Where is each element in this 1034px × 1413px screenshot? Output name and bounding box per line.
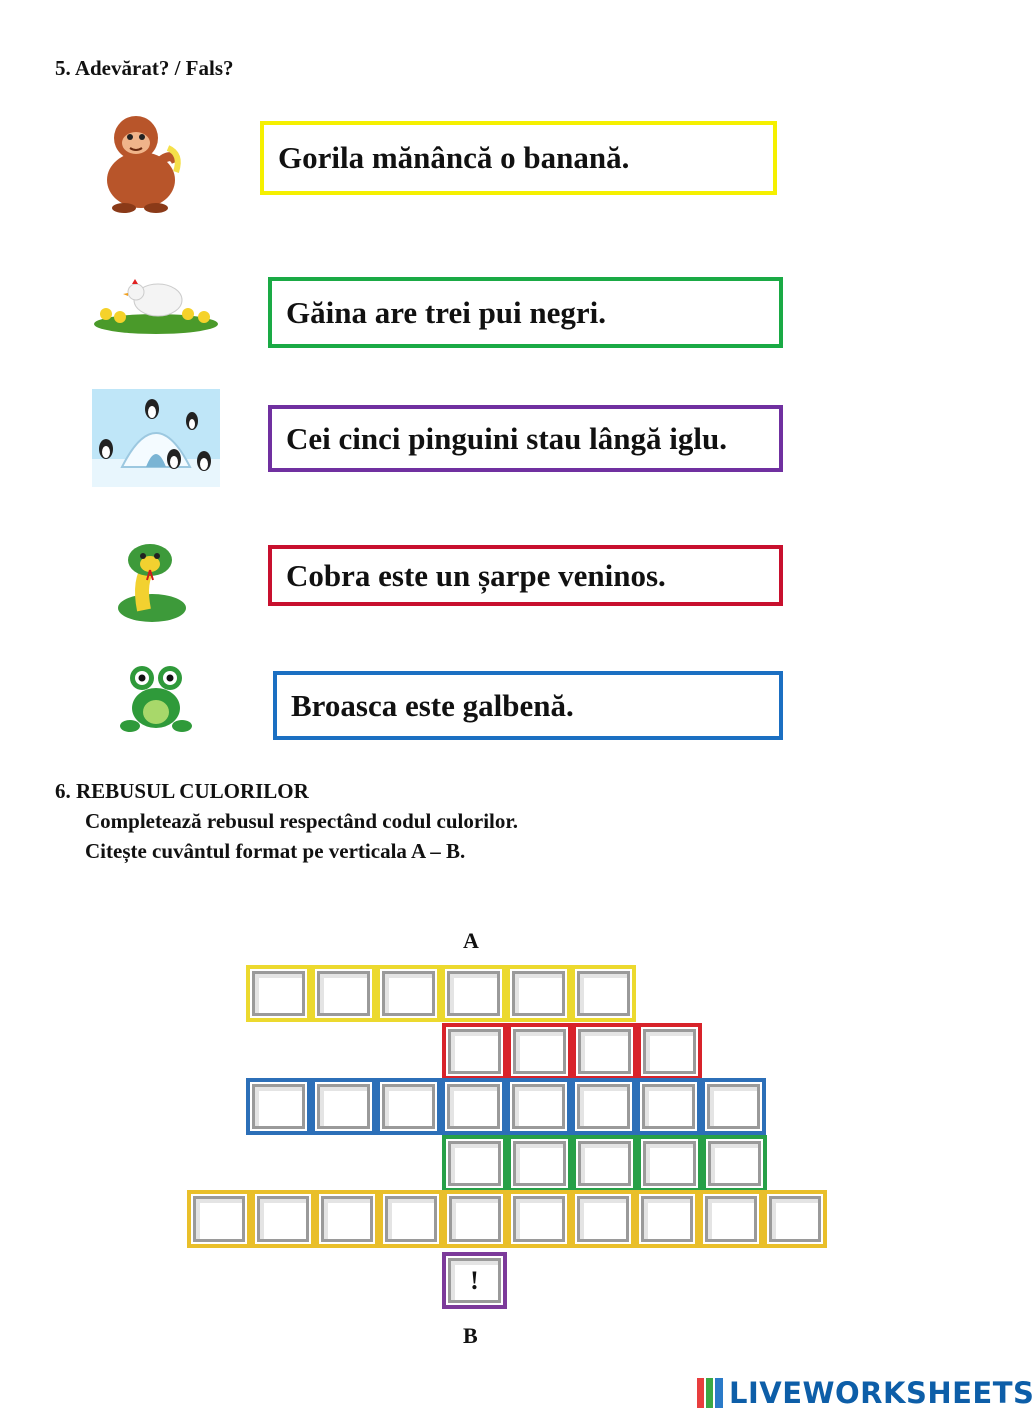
crossword-cell[interactable] — [311, 965, 376, 1022]
crossword-cell[interactable] — [571, 1190, 635, 1248]
statement-penguins[interactable] — [268, 405, 783, 472]
crossword-cell[interactable] — [442, 1023, 507, 1080]
crossword-cell[interactable] — [636, 1078, 701, 1135]
section-6-instruction-2: Citește cuvântul format pe verticala A – B. — [85, 839, 466, 863]
liveworksheets-brand: LIVEWORKSHEETS — [729, 1376, 1034, 1410]
crossword-cell[interactable] — [443, 1190, 507, 1248]
label-b: B — [463, 1323, 478, 1348]
crossword-cell[interactable] — [376, 965, 441, 1022]
statement-text: Cei cinci pinguini stau lângă iglu. — [286, 420, 727, 456]
crossword-cell[interactable] — [441, 965, 506, 1022]
crossword-cell[interactable] — [311, 1078, 376, 1135]
statement-text: Broasca este galbenă. — [291, 687, 574, 723]
crossword-cell[interactable] — [763, 1190, 827, 1248]
cobra-picture — [110, 540, 190, 626]
crossword-cell[interactable] — [702, 1135, 767, 1192]
liveworksheets-logo — [697, 1376, 1034, 1410]
crossword-cell[interactable] — [379, 1190, 443, 1248]
crossword-cell[interactable] — [506, 1078, 571, 1135]
section-5-heading: 5. Adevărat? / Fals? — [55, 56, 234, 80]
statement-text: Cobra este un șarpe veninos. — [286, 557, 666, 593]
crossword-cell[interactable] — [571, 1078, 636, 1135]
crossword-cell[interactable] — [507, 1023, 572, 1080]
crossword-cell[interactable]: ! — [442, 1252, 507, 1309]
gorilla-picture — [96, 110, 186, 215]
statement-frog[interactable] — [273, 671, 783, 740]
crossword-cell[interactable] — [635, 1190, 699, 1248]
crossword-cell[interactable] — [571, 965, 636, 1022]
section-6-heading: 6. REBUSUL CULORILOR — [55, 779, 309, 803]
crossword-cell[interactable] — [315, 1190, 379, 1248]
statement-cobra[interactable] — [268, 545, 783, 606]
crossword-cell[interactable] — [637, 1023, 702, 1080]
liveworksheets-icon — [697, 1378, 723, 1408]
crossword-cell[interactable] — [442, 1135, 507, 1192]
statement-text: Găina are trei pui negri. — [286, 294, 607, 330]
crossword-cell[interactable] — [441, 1078, 506, 1135]
crossword-cell[interactable] — [251, 1190, 315, 1248]
crossword-cell[interactable] — [506, 965, 571, 1022]
crossword-cell[interactable] — [246, 965, 311, 1022]
crossword-cell[interactable] — [187, 1190, 251, 1248]
frog-picture — [120, 662, 192, 736]
section-6-instruction-1: Completează rebusul respectând codul culorilor. — [85, 809, 519, 833]
crossword-cell[interactable] — [376, 1078, 441, 1135]
crossword-cell[interactable] — [572, 1135, 637, 1192]
statement-gorilla[interactable] — [260, 121, 777, 195]
penguins-igloo-picture — [92, 389, 220, 487]
crossword-cell[interactable] — [507, 1190, 571, 1248]
crossword-cell[interactable] — [246, 1078, 311, 1135]
crossword-cell[interactable] — [637, 1135, 702, 1192]
hen-chicks-picture — [92, 262, 220, 338]
crossword-cell[interactable] — [701, 1078, 766, 1135]
statement-text: Gorila mănâncă o banană. — [278, 140, 630, 175]
label-a: A — [463, 928, 479, 953]
crossword-cell[interactable] — [572, 1023, 637, 1080]
statement-hen[interactable] — [268, 277, 783, 348]
crossword-cell[interactable] — [699, 1190, 763, 1248]
crossword-cell[interactable] — [507, 1135, 572, 1192]
